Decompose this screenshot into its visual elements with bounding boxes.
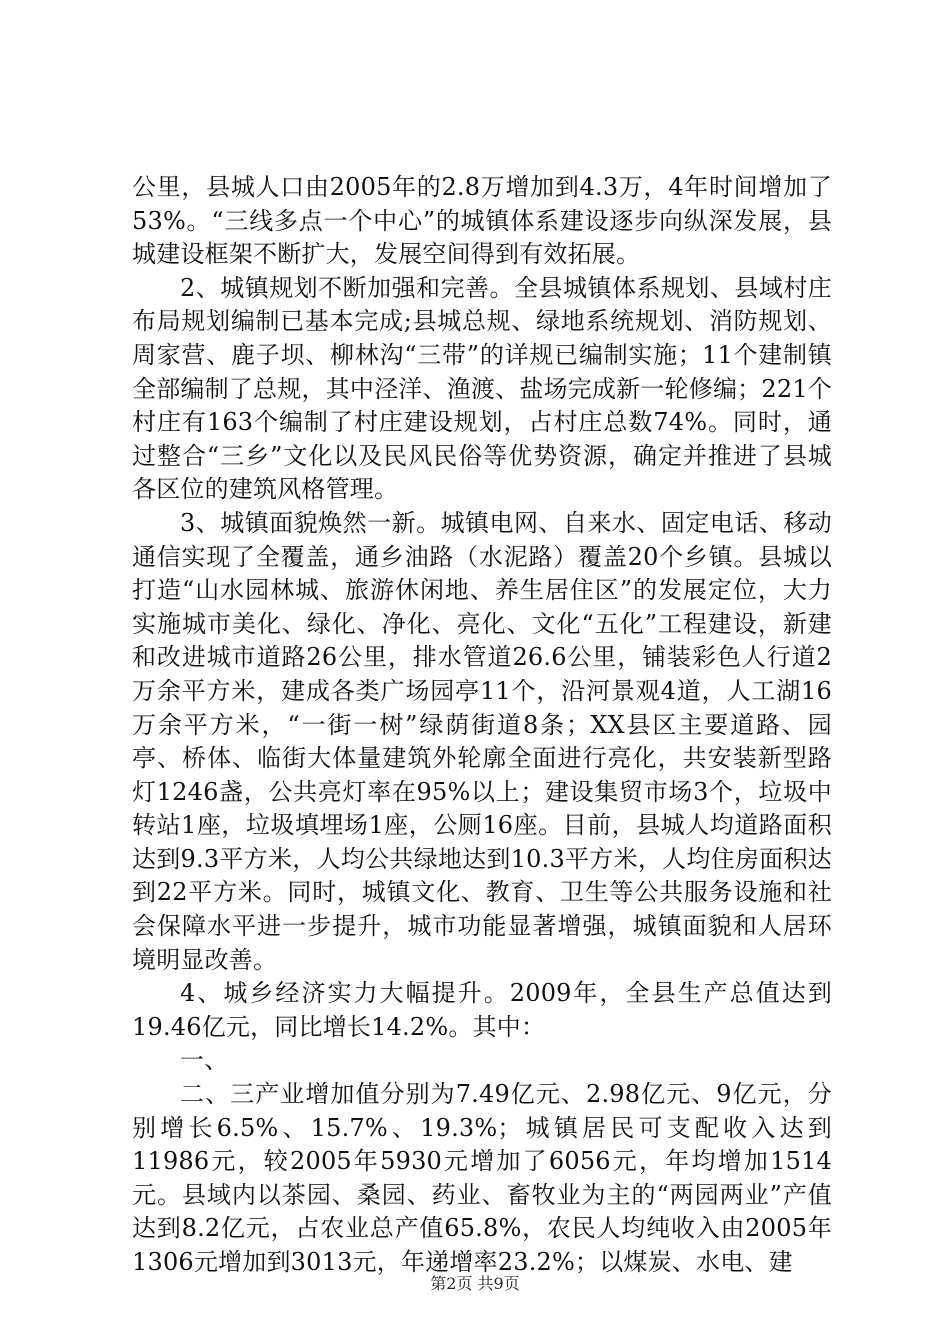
document-body [132,171,832,1280]
paragraph-appearance: 3、城镇面貌焕然一新。城镇电网、自来水、固定电话、移动通信实现了全覆盖，通乡油路（水泥路）覆盖20个乡镇。县城以打造“山水园林城、旅游休闲地、养生居住区”的发展定位，大力实施城市美化、绿化、净化、亮化、文化“五化”工程建设，新建和改进城市道路26公里，排水管道26.6公里，铺装彩色人行道2万余平方米，建成各类广场园亭11个，沿河景观4道，人工湖16万余平方米，“一街一树”绿荫街道8条；XX县区主要道路、园亭、桥体、临街大体量建筑外轮廓全面进行亮化，共安装新型路灯1246盏，公共亮灯率在95%以上；建设集贸市场3个，垃圾中转站1座，垃圾填埋场1座，公厕16座。目前，县城人均道路面积达到9.3平方米，人均公共绿地达到10.3平方米，人均住房面积达到22平方米。同时，城镇文化、教育、卫生等公共服务设施和社会保障水平进一步提升，城市功能显著增强，城镇面貌和人居环境明显改善。 [132,508,832,974]
paragraph-planning: 2、城镇规划不断加强和完善。全县城镇体系规划、县域村庄布局规划编制已基本完成;县城总规、绿地系统规划、消防规划、周家营、鹿子坝、柳林沟“三带”的详规已编制实施；11个建制镇全部编制了总规，其中泾洋、渔渡、盐场完成新一轮修编；221个村庄有163个编制了村庄建设规划，占村庄总数74%。同时，通过整合“三乡”文化以及民风民俗等优势资源，确定并推进了县城各区位的建筑风格管理。 [132,273,832,504]
paragraph-economy: 4、城乡经济实力大幅提升。2009年，全县生产总值达到19.46亿元，同比增长14.2%。其中： [132,979,832,1041]
paragraph-continuation: 公里，县城人口由2005年的2.8万增加到4.3万，4年时间增加了53%。“三线多点一个中心”的城镇体系建设逐步向纵深发展，县城建设框架不断扩大，发展空间得到有效拓展。 [132,173,832,269]
paragraph-industry: 二、三产业增加值分别为7.49亿元、2.98亿元、9亿元，分别增长6.5%、15.7%、19.3%；城镇居民可支配收入达到11986元，较2005年5930元增加了6056元，年均增加1514元。县域内以茶园、桑园、药业、畜牧业为主的“两园两业”产值达到8.2亿元，占农业总产值65.8%，农民人均纯收入由2005年1306元增加到3013元，年递增率23.2%；以煤炭、水电、建 [132,1080,832,1276]
paragraph-list-marker: 一、 [180,1046,229,1075]
page-footer: 第2页 共9页 [430,1274,520,1293]
